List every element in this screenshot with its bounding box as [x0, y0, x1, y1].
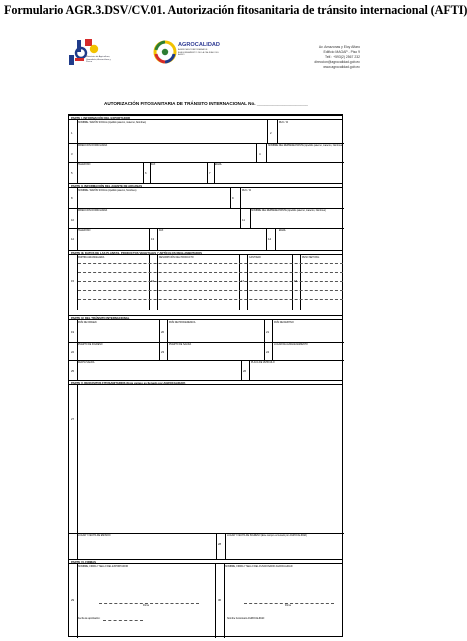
origin-country-label: PAÍS DE ORIGEN: [78, 322, 97, 324]
section-2-header: PARTE II. INFORMACIÓN DEL AGENTE DE ADUANAS: [69, 183, 342, 188]
official-signature-label: NOMBRE, FIRMA Y SELLO DEL FUNCIONARIO AGROCALIDAD: [225, 566, 293, 568]
field-number: 23: [161, 350, 165, 354]
field-number: 9: [232, 196, 234, 200]
contact-line: Edificio MAGAP - Piso 9: [323, 49, 360, 54]
form-body: [68, 114, 343, 637]
field-number: 12: [71, 237, 75, 241]
agent-address-label: DIRECCIÓN DOMICILIARIA: [78, 210, 108, 212]
section-1-header: PARTE I. INFORMACIÓN DEL EXPORTADOR: [69, 115, 342, 120]
departure-date-label: FECHA SALIDA: [78, 362, 95, 364]
contact-line: Telf.: +593(2) 2567 232: [325, 54, 360, 59]
contact-website[interactable]: www.agrocalidad.gob.ec: [323, 64, 360, 69]
field-number: 30: [218, 598, 222, 602]
contact-email[interactable]: direccion@agrocalidad.gob.ec: [314, 59, 360, 64]
destination-country-label: PAÍS DE DESTINO: [274, 322, 294, 324]
field-number: 7: [209, 171, 211, 175]
contact-block: [314, 45, 360, 70]
section-5-header: PARTE V. REQUISITOS FITOSANITARIOS (Este campo es llenado por AGROCALIDAD): [69, 380, 342, 385]
field-number: 5: [71, 171, 73, 175]
field-number: 6: [145, 171, 147, 175]
logos: [68, 36, 218, 76]
field-number: 21: [266, 330, 270, 334]
field-number: 16: [151, 279, 155, 283]
field-number: 28: [218, 542, 222, 546]
official-signature-line[interactable]: [244, 603, 334, 604]
official-firma-label: Firma: [285, 605, 291, 607]
field-number: 1: [71, 131, 73, 135]
field-number: 26: [243, 369, 247, 373]
field-number: 13: [151, 237, 155, 241]
exporter-address-label: DIRECCIÓN DOMICILIARIA: [78, 145, 108, 147]
exporter-email-label: EMAIL: [215, 164, 222, 166]
section-6-header: PARTE VI. FIRMAS: [69, 559, 342, 564]
field-number: 17: [241, 279, 245, 283]
agent-representative-label: NOMBRE DEL REPRESENTANTE (Apellido paterno, materno, Nombres): [251, 210, 326, 212]
field-number: 25: [71, 369, 75, 373]
net-weight-header: PESO NETO/KG: [302, 257, 320, 259]
field-number: 2: [270, 131, 272, 135]
agrocalidad-logo: [152, 36, 272, 76]
agent-fax-label: FAX: [159, 230, 164, 232]
field-number: 18: [294, 279, 298, 283]
field-number: 19: [71, 330, 75, 334]
field-number: 20: [161, 330, 165, 334]
field-number: 27: [71, 417, 75, 421]
exit-port-label: PUERTO DE SALIDA: [169, 344, 192, 346]
section-4-header: PARTE IV. DEL TRÁNSITO INTERNACIONAL: [69, 315, 342, 320]
entry-port-label: PUERTO DE INGRESO: [78, 344, 103, 346]
field-number: 29: [71, 598, 75, 602]
agent-name-label: NOMBRE / RAZÓN SOCIAL (Apellido paterno, Nombres): [78, 190, 137, 192]
exporter-phone-label: TELÉFONO: [78, 164, 91, 166]
exporter-signature-label: NOMBRE, FIRMA Y SELLO DEL EXPORTADOR: [78, 566, 129, 568]
agent-ruc-label: RUC / CI: [242, 190, 252, 192]
approval-date-label: Fecha de aprobación:: [78, 618, 101, 620]
vehicle-plate-label: PLACA DE VEHÍCULO: [251, 362, 275, 364]
field-number: 15: [71, 279, 75, 283]
agrocalidad-emblem-icon: [152, 38, 178, 68]
agrocalidad-subtitle: AGENCIA ECUATORIANA DE ASEGURAMIENTO DE LA CALIDAD DEL AGRO: [178, 49, 219, 57]
field-number: 24: [266, 350, 270, 354]
form-title: Formulario AGR.3.DSV/CV.01. Autorización fitosanitaria de tránsito internacional (AFTI): [4, 3, 467, 17]
storage-place-label: LUGAR DE ALMACENAMIENTO: [274, 344, 308, 346]
exporter-fax-label: FAX: [151, 164, 156, 166]
exporter-ruc-label: RUC / CI: [279, 122, 289, 124]
agent-email-label: EMAIL: [279, 230, 286, 232]
ministry-logo-icon: [68, 36, 110, 72]
field-number: 14: [268, 237, 272, 241]
entry-place-date-label: LUGAR Y FECHA DE INGRESO (Este campo es llenado por AGROCALIDAD): [227, 535, 307, 537]
section-3-header: PARTE III. DATOS DE LAS PLANTAS, PRODUCTOS VEGETALES Y ARTÍCULOS REGLAMENTADOS: [69, 250, 342, 255]
field-number: 22: [71, 350, 75, 354]
field-number: 3: [71, 152, 73, 156]
product-description-header: DESCRIPCIÓN DEL PRODUCTO: [159, 257, 194, 259]
field-number: 10: [71, 218, 75, 222]
exporter-firma-label: Firma: [143, 605, 149, 607]
exporter-representative-label: NOMBRE DEL REPRESENTANTE (Apellido paterno, materno, Nombres): [268, 145, 343, 147]
procedence-country-label: PAÍS DE PROCEDENCIA: [169, 322, 196, 324]
approval-date-line[interactable]: [103, 620, 143, 621]
contact-line: Av. Amazonas y Eloy Alfaro: [318, 45, 360, 49]
field-number: 11: [242, 218, 245, 222]
issue-place-date-label: LUGAR Y FECHA DE EMISIÓN: [78, 535, 111, 537]
form-subtitle: AUTORIZACIÓN FITOSANITARIA DE TRÁNSITO INTERNACIONAL No. ____________________: [104, 101, 308, 106]
field-number: 8: [71, 196, 73, 200]
exporter-name-label: NOMBRE / RAZÓN SOCIAL (Apellido paterno, materno, Nombres): [78, 122, 147, 124]
ministry-text: Ministerio de Agricultura, Ganadería, Acuacultura y Pesca: [86, 56, 111, 64]
agrocalidad-name: AGROCALIDAD: [178, 42, 220, 48]
tariff-header: PARTIDA ARANCELARIA: [78, 257, 105, 259]
official-name-label: Nombre funcionario AGROCALIDAD: [227, 618, 265, 620]
field-number: 4: [259, 152, 261, 156]
exporter-signature-line[interactable]: [99, 603, 199, 604]
agent-phone-label: TELÉFONO: [78, 230, 91, 232]
quantity-header: CANTIDAD: [249, 257, 261, 259]
